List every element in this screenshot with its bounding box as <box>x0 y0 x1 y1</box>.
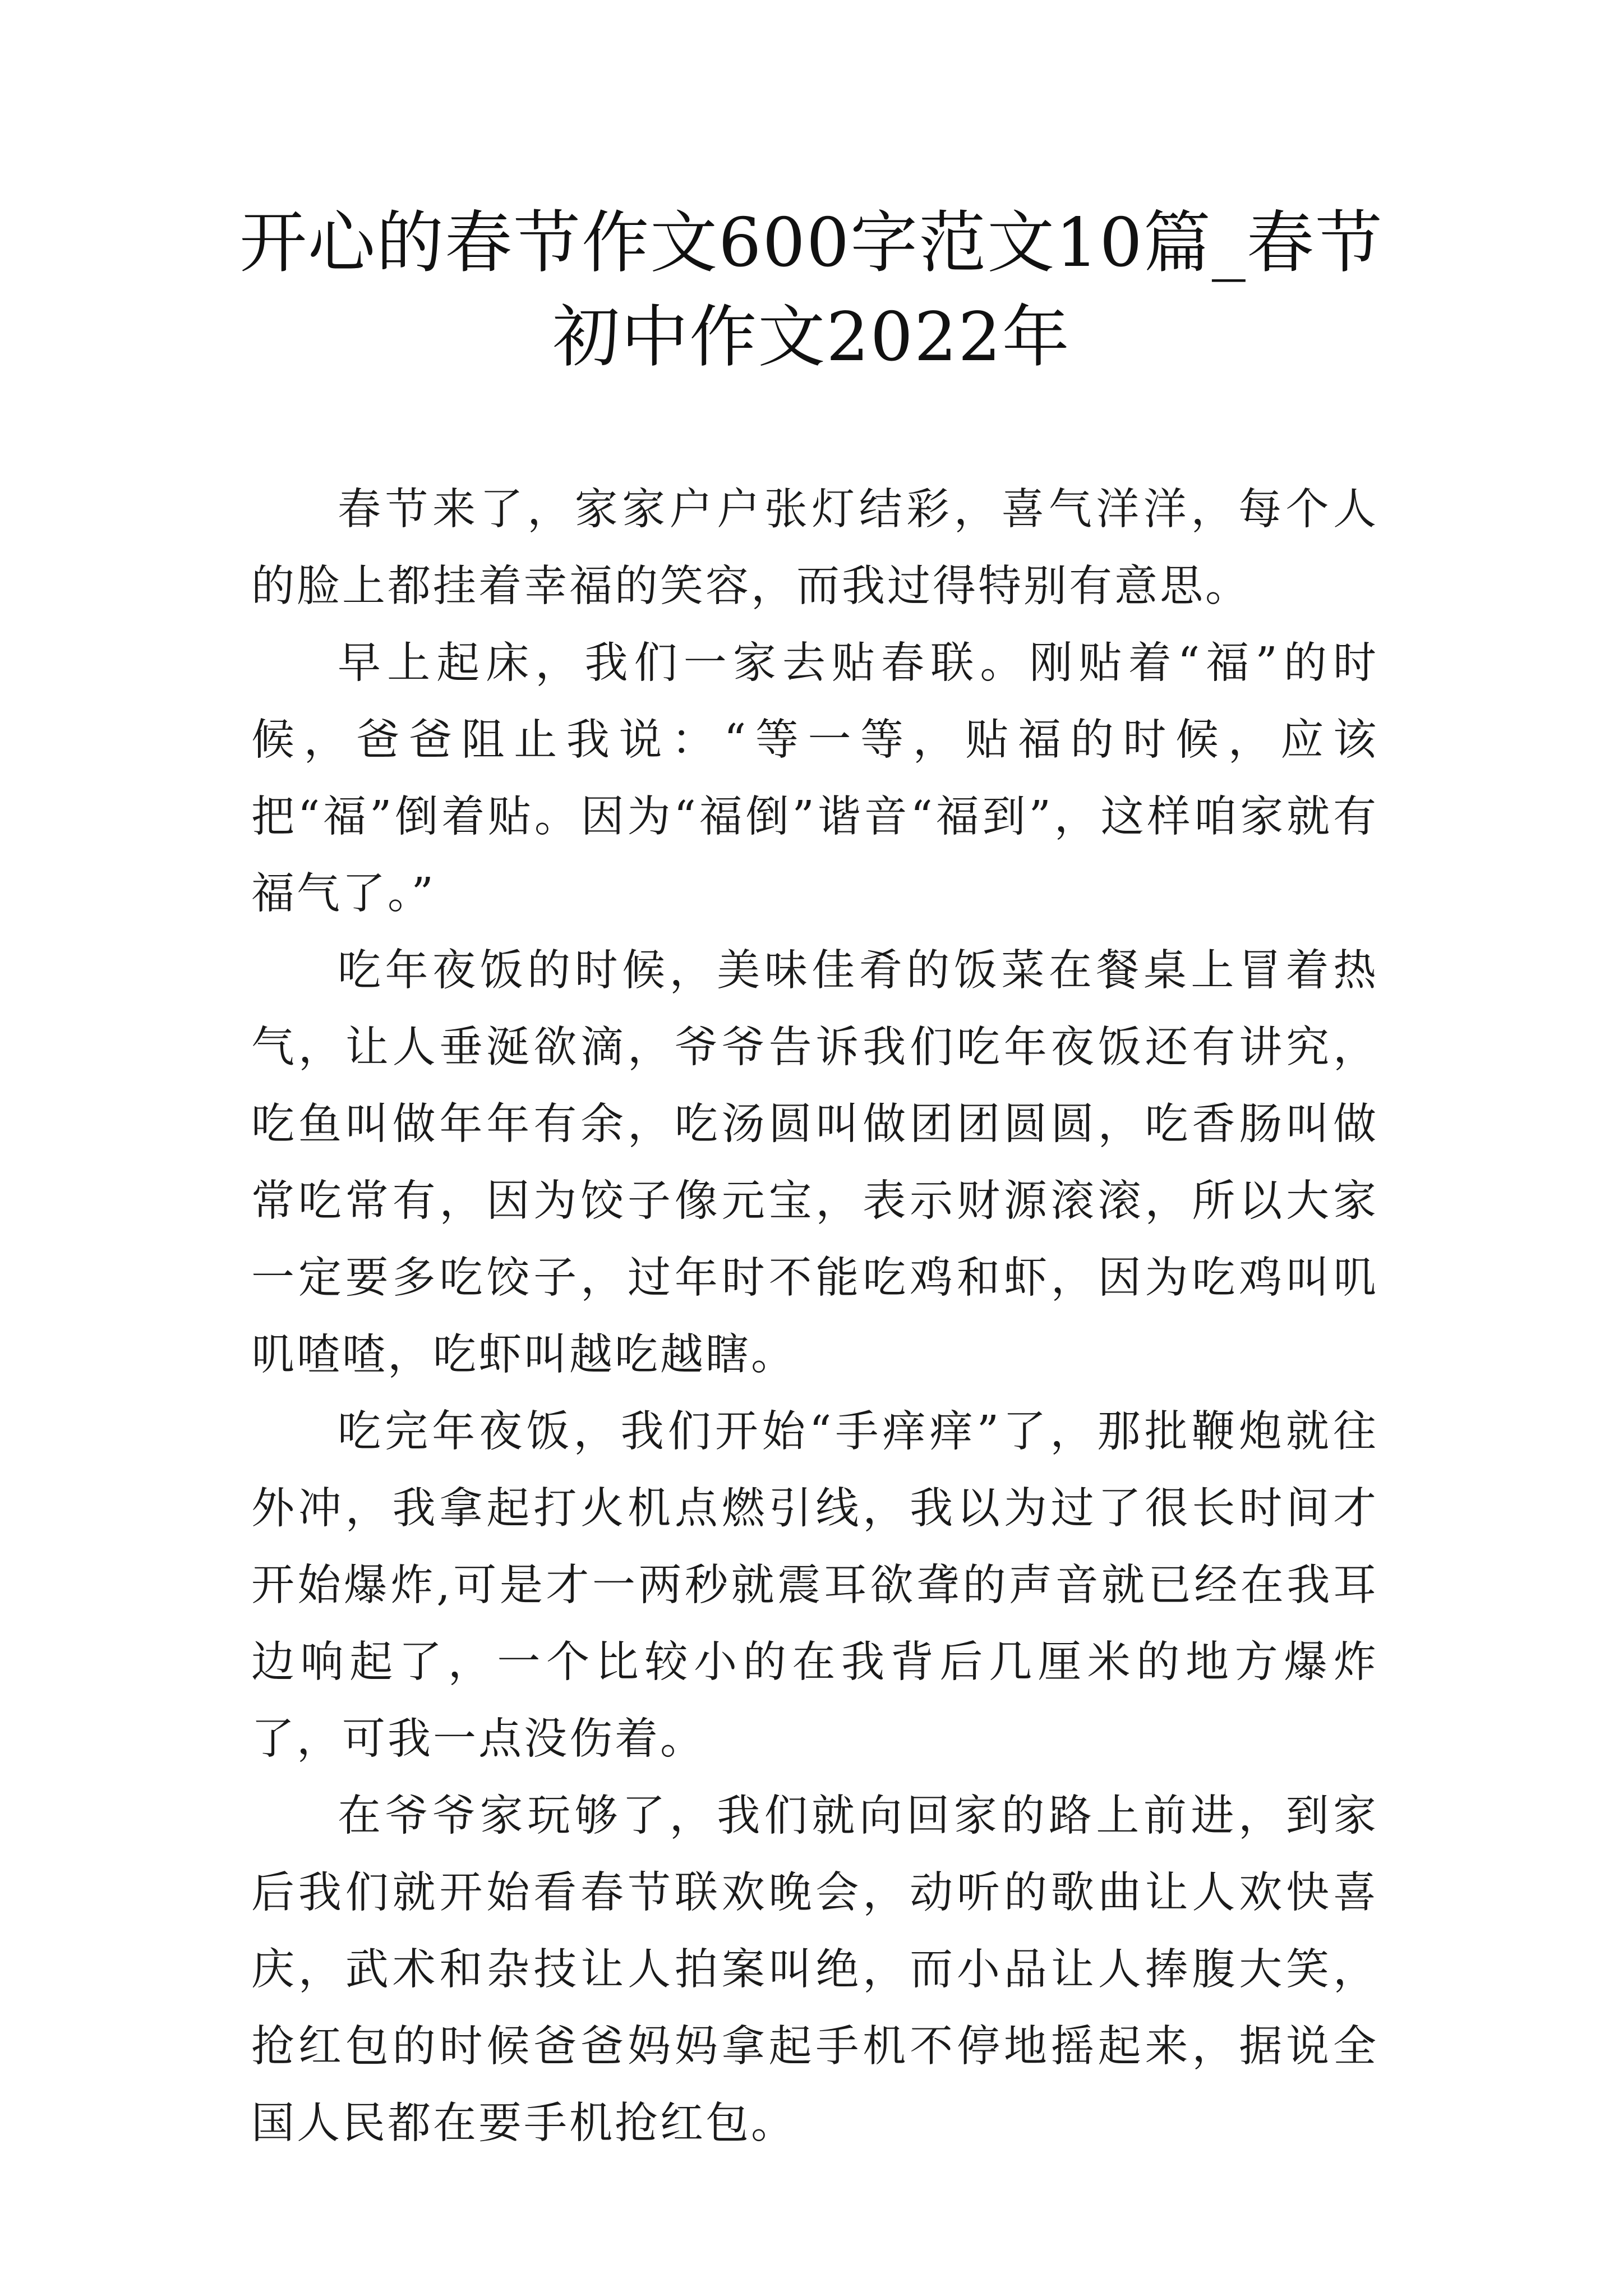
paragraph: 春节来了，家家户户张灯结彩，喜气洋洋，每个人的脸上都挂着幸福的笑容，而我过得特别有意思。 <box>251 485 1378 611</box>
document-title: 开心的春节作文600字范文10篇_春节初中作文2022年 <box>239 204 1384 376</box>
paragraph: 在爷爷家玩够了，我们就向回家的路上前进，到家后我们就开始看春节联欢晚会，动听的歌曲让人欢快喜庆，武术和杂技让人拍案叫绝，而小品让人捧腹大笑，抢红包的时候爸爸妈妈拿起手机不停地摇起来，据说全国人民都在要手机抢红包。 <box>251 1791 1378 2148</box>
paragraph: 早上起床，我们一家去贴春联。刚贴着“福”的时候，爸爸阻止我说：“等一等，贴福的时候，应该把“福”倒着贴。因为“福倒”谐音“福到”，这样咱家就有福气了。” <box>251 638 1378 919</box>
document-body <box>251 471 1378 2162</box>
paragraph: 吃年夜饭的时候，美味佳肴的饭菜在餐桌上冒着热气，让人垂涎欲滴，爷爷告诉我们吃年夜饭还有讲究，吃鱼叫做年年有余，吃汤圆叫做团团圆圆，吃香肠叫做常吃常有，因为饺子像元宝，表示财源滚滚，所以大家一定要多吃饺子，过年时不能吃鸡和虾，因为吃鸡叫叽叽喳喳，吃虾叫越吃越瞎。 <box>251 946 1378 1380</box>
paragraph: 吃完年夜饭，我们开始“手痒痒”了，那批鞭炮就往外冲，我拿起打火机点燃引线，我以为过了很长时间才开始爆炸,可是才一两秒就震耳欲聋的声音就已经在我耳边响起了，一个比较小的在我背后几厘米的地方爆炸了，可我一点没伤着。 <box>251 1407 1378 1764</box>
